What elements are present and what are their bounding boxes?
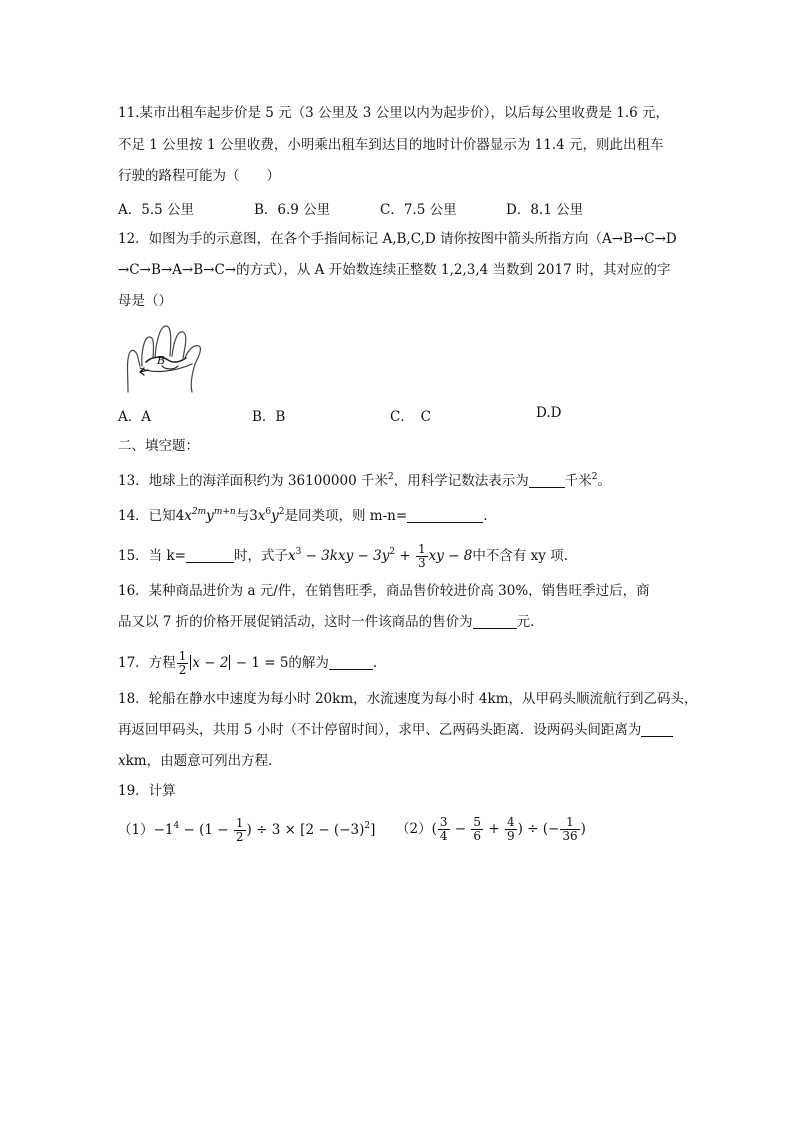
q12-option-a: A．A <box>118 409 151 425</box>
q12-line-2: →C→B→A→B→C→的方式），从 A 开始数连续正整数 1,2,3,4 当数到 2017 时，其对应的字 <box>118 262 671 278</box>
q12-option-b: B．B <box>252 409 286 425</box>
section-fill-in-heading: 二、填空题： <box>118 438 199 454</box>
q14-text-post: 是同类项，则 m-n= <box>284 508 408 524</box>
q19-p2-expression: ( $\frac{3}{4}$ − $\frac{5}{6}$ + $\frac{4}{9}$ ) ÷ (− $\frac{1}{36}$ ) <box>431 815 586 843</box>
q13-text-post: 千米 <box>564 473 592 489</box>
q11-line-3: 行驶的路程可能为（ ） <box>118 168 280 184</box>
q18-line-1: 18．轮船在静水中速度为每小时 20km，水流速度为每小时 4km，从甲码头顺流航行到乙码头， <box>118 691 698 707</box>
q13-sup-1: 2 <box>387 472 394 482</box>
q15-text-post: 中不含有 xy 项. <box>472 548 568 564</box>
q13-line <box>118 467 611 491</box>
q18-answer-blank[interactable] <box>641 722 673 737</box>
q17-answer-blank[interactable] <box>329 655 373 670</box>
q12-option-d: D.D <box>536 405 562 421</box>
q16-line-2 <box>118 612 534 632</box>
q17-fraction: $\frac{1}{2}$ <box>178 649 187 677</box>
q18-text-3: km，由题意可列出方程． <box>125 753 282 769</box>
q19-p1-label: （1） <box>118 822 154 838</box>
q19-part-1 <box>118 816 375 844</box>
q16-answer-blank[interactable] <box>473 614 517 629</box>
q18-var: x <box>118 753 126 769</box>
q15-answer-blank[interactable] <box>186 548 234 563</box>
q16-text-pre: 品又以 7 折的价格开展促销活动，这时一件该商品的售价为 <box>118 614 473 630</box>
q13-text-end: 。 <box>597 473 611 489</box>
q19-part-2 <box>396 816 586 843</box>
q13-answer-blank[interactable] <box>529 473 565 488</box>
q12-line-3: 母是（） <box>118 293 172 309</box>
q16-line-1: 16．某种商品进价为 a 元/件，在销售旺季，商品售价较进价高 30%，销售旺季过后，商 <box>118 583 650 599</box>
q11-line-1: 11.某市出租车起步价是 5 元（3 公里及 3 公里以内为起步价），以后每公里收费是 1.6 元， <box>118 105 669 121</box>
q13-text-mid: ，用科学记数法表示为 <box>393 473 529 489</box>
q14-text-end: . <box>483 508 488 524</box>
q11-option-a: A．5.5 公里 <box>118 202 195 218</box>
q14-answer-blank[interactable] <box>407 508 483 523</box>
q15-text-mid: 时，式子 <box>233 548 288 564</box>
q17-rest: − 1 = 5 <box>231 655 289 671</box>
q17-line <box>118 650 377 677</box>
hand-diagram-figure <box>122 322 214 394</box>
q16-text-post: 元. <box>516 614 535 630</box>
q17-text-end: . <box>372 655 378 671</box>
q15-line <box>118 542 568 570</box>
q12-option-c: C． C <box>390 409 431 425</box>
q15-text-pre: 15．当 k= <box>118 548 186 564</box>
q14-line <box>118 502 487 526</box>
q15-expression: $x^3 - 3kxy - 3y^2$ + $\frac{1}{3}$ xy − 8 <box>287 542 473 570</box>
q19-p1-expression: $-1^4 - (1$ − $\frac{1}{2}$ ) ÷ $3 \times [2 - (-3)^2]$ <box>153 816 376 844</box>
q11-line-2: 不足 1 公里按 1 公里收费，小明乘出租车到达目的地时计价器显示为 11.4 元，则此出租车 <box>118 137 664 153</box>
q18-text: 再返回甲码头，共用 5 小时（不计停留时间），求甲、乙两码头距离．设两码头间距离为 <box>118 722 642 738</box>
q17-abs-expr: x − 2 <box>192 655 229 671</box>
q14-term-1: $4x^{2m}y^{m+n}$ <box>175 507 236 524</box>
q13-sup-2: 2 <box>591 472 598 482</box>
q12-line-1: 12．如图为手的示意图，在各个手指间标记 A,B,C,D 请你按图中箭头所指方向（A→B→C→D <box>118 231 677 247</box>
q19-p2-label: （2） <box>396 821 432 837</box>
q11-option-d: D．8.1 公里 <box>506 202 584 218</box>
q11-option-b: B．6.9 公里 <box>254 202 331 218</box>
q17-text-pre: 17．方程 <box>118 655 176 671</box>
q18-line-3 <box>118 751 282 771</box>
q11-option-c: C．7.5 公里 <box>380 202 457 218</box>
q19-title: 19．计算 <box>118 783 176 799</box>
q14-text-pre: 14．已知 <box>118 508 176 524</box>
q18-line-2 <box>118 720 673 740</box>
q14-term-2: $3x^6y^2$ <box>249 507 285 524</box>
q17-text-post: 的解为 <box>288 655 329 671</box>
q14-text-mid: 与 <box>235 508 250 524</box>
q13-text-pre: 13．地球上的海洋面积约为 36100000 千米 <box>118 473 388 489</box>
hand-label-b: B <box>157 354 166 367</box>
